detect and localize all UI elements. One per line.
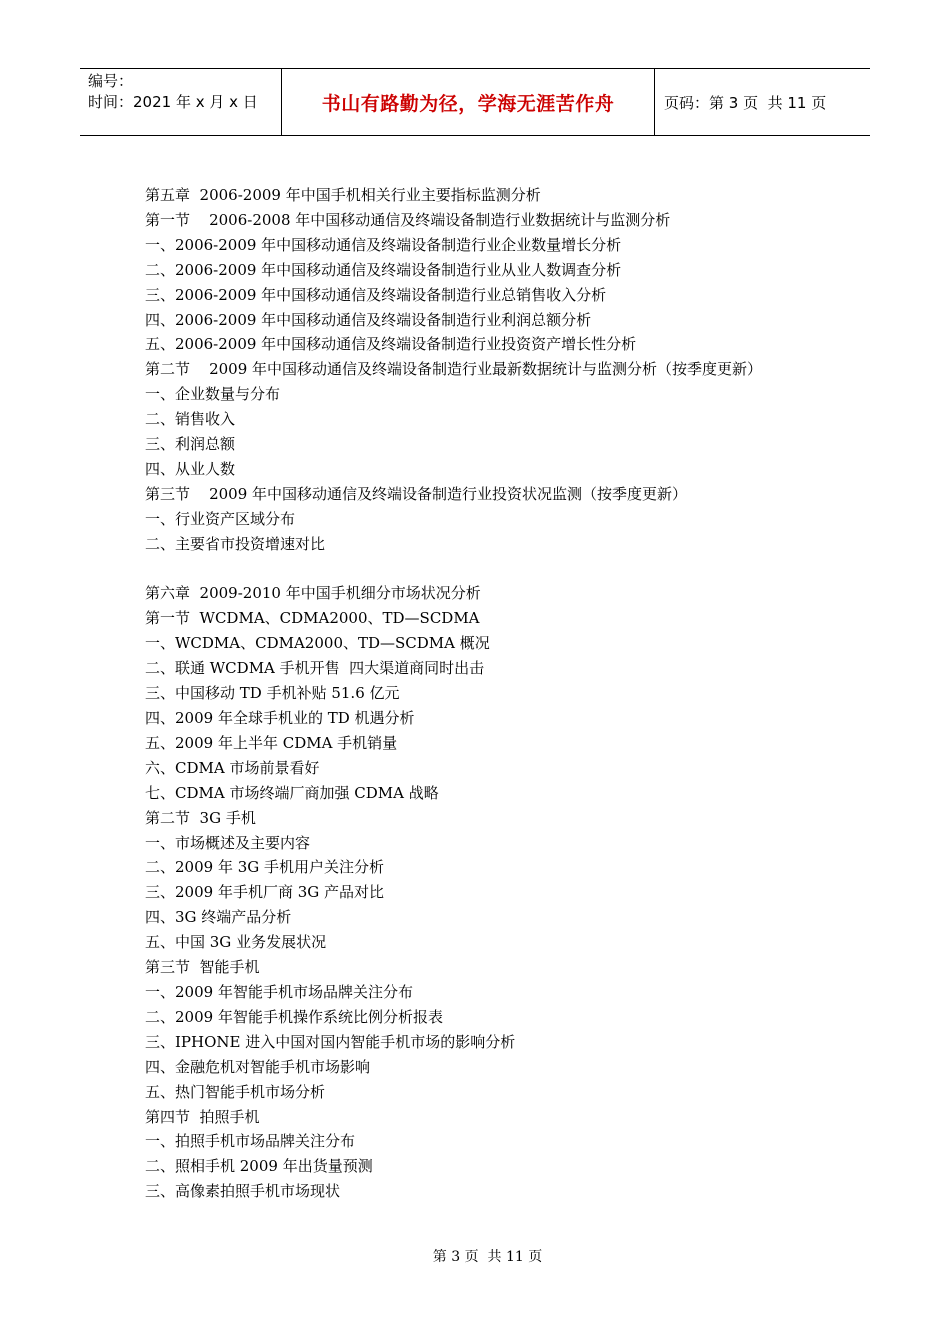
toc-line: 五、热门智能手机市场分析 [145, 1082, 326, 1101]
toc-line: 第五章 2006-2009 年中国手机相关行业主要指标监测分析 [145, 186, 541, 204]
toc-line: 一、2009 年智能手机市场品牌关注分布 [145, 982, 413, 1001]
toc-line: 七、CDMA 市场终端厂商加强 CDMA 战略 [145, 783, 439, 802]
toc-line: 三、2009 年手机厂商 3G 产品对比 [145, 883, 385, 902]
toc-line: 三、高像素拍照手机市场现状 [145, 1182, 341, 1201]
toc-line: 四、2006-2009 年中国移动通信及终端设备制造行业利润总额分析 [145, 310, 592, 329]
header-meta [80, 69, 282, 135]
toc-line: 五、2006-2009 年中国移动通信及终端设备制造行业投资资产增长性分析 [145, 335, 637, 354]
table-of-contents [145, 183, 815, 1204]
toc-line: 二、主要省市投资增速对比 [145, 534, 326, 553]
toc-line: 二、照相手机 2009 年出货量预测 [145, 1157, 373, 1176]
toc-line: 四、3G 终端产品分析 [145, 908, 292, 927]
toc-line: 三、IPHONE 进入中国对国内智能手机市场的影响分析 [145, 1032, 516, 1051]
toc-line: 一、拍照手机市场品牌关注分布 [145, 1132, 356, 1151]
toc-line: 二、2009 年 3G 手机用户关注分析 [145, 858, 385, 877]
toc-line: 第三节 智能手机 [145, 958, 260, 977]
toc-line: 第四节 拍照手机 [145, 1107, 260, 1126]
toc-line: 二、2006-2009 年中国移动通信及终端设备制造行业从业人数调查分析 [145, 260, 622, 279]
toc-line: 第二节 3G 手机 [145, 808, 256, 827]
toc-line: 六、CDMA 市场前景看好 [145, 758, 320, 777]
toc-line: 一、企业数量与分布 [145, 385, 281, 404]
toc-line: 五、2009 年上半年 CDMA 手机销量 [145, 733, 398, 752]
page-footer: 第 3 页 共 11 页 [432, 1249, 543, 1265]
blank-line [145, 557, 815, 582]
page-header [80, 68, 870, 136]
toc-line: 三、利润总额 [145, 435, 236, 454]
toc-line: 第三节 2009 年中国移动通信及终端设备制造行业投资状况监测（按季度更新） [145, 484, 688, 503]
toc-line: 第一节 WCDMA、CDMA2000、TD—SCDMA [145, 609, 480, 628]
toc-line: 三、2006-2009 年中国移动通信及终端设备制造行业总销售收入分析 [145, 285, 607, 304]
header-motto: 书山有路勤为径，学海无涯苦作舟 [282, 69, 655, 135]
toc-line: 五、中国 3G 业务发展状况 [145, 933, 327, 952]
toc-line: 一、市场概述及主要内容 [145, 833, 311, 852]
toc-line: 三、中国移动 TD 手机补贴 51.6 亿元 [145, 684, 400, 703]
toc-line: 第六章 2009-2010 年中国手机细分市场状况分析 [145, 584, 481, 603]
toc-line: 第一节 2006-2008 年中国移动通信及终端设备制造行业数据统计与监测分析 [145, 210, 671, 229]
toc-line: 一、WCDMA、CDMA2000、TD—SCDMA 概况 [145, 634, 490, 653]
toc-line: 四、金融危机对智能手机市场影响 [145, 1057, 371, 1076]
toc-line: 第二节 2009 年中国移动通信及终端设备制造行业最新数据统计与监测分析（按季度更新） [145, 360, 763, 379]
toc-line: 二、2009 年智能手机操作系统比例分析报表 [145, 1007, 443, 1026]
toc-line: 四、2009 年全球手机业的 TD 机遇分析 [145, 709, 415, 728]
toc-line: 一、2006-2009 年中国移动通信及终端设备制造行业企业数量增长分析 [145, 235, 622, 254]
header-page-info: 页码：第 3 页 共 11 页 [664, 93, 827, 112]
document-time-label: 时间：2021 年 x 月 x 日 [88, 93, 258, 111]
toc-line: 二、销售收入 [145, 410, 236, 429]
toc-line: 二、联通 WCDMA 手机开售 四大渠道商同时出击 [145, 659, 485, 678]
toc-line: 四、从业人数 [145, 459, 236, 478]
document-number-label: 编号： [88, 72, 134, 90]
toc-line: 一、行业资产区域分布 [145, 509, 296, 528]
